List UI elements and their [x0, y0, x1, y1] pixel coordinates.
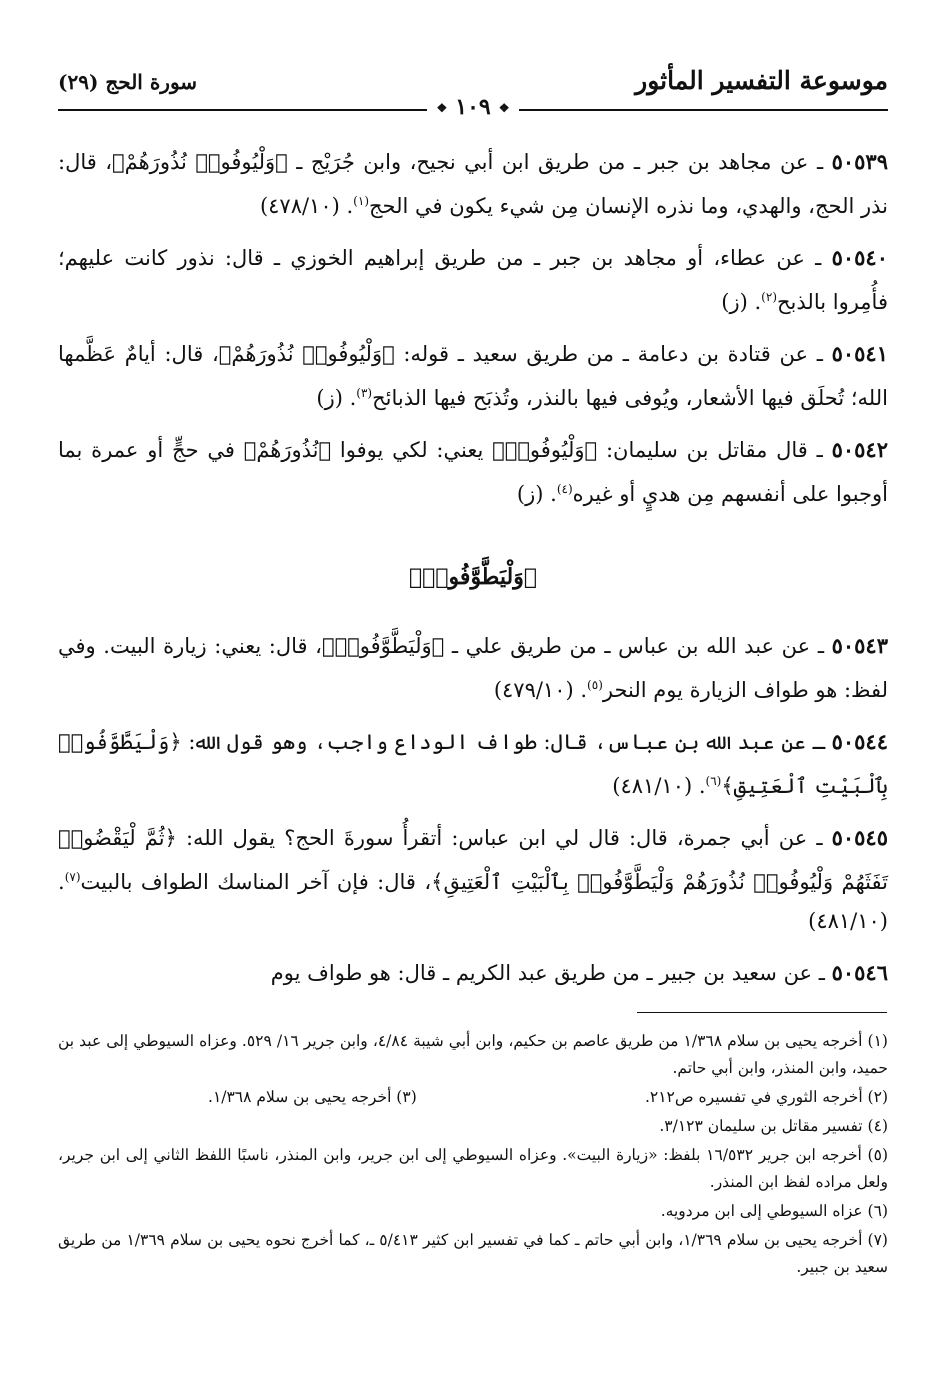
entry-text: ـ قال مقاتل بن سليمان: ﴿وَلْيُوفُوا۟﴾ يعني: لكي يوفوا ﴿نُذُورَهُمْ﴾ في حجٍّ أو عمرة بما أوجبوا على أنفسهم مِن هديٍ أو غيره	[58, 438, 888, 506]
footnote-ref[interactable]: (٤)	[556, 482, 573, 496]
footnote-ref[interactable]: (٢)	[761, 290, 777, 304]
entry-number: ٥٠٥٤٥	[831, 825, 888, 850]
entry-ref: . (٤٨١/١٠)	[58, 870, 888, 933]
footnote-3: (٣) أخرجه يحيى بن سلام ١/٣٦٨.	[208, 1088, 417, 1106]
entry-text: ـ عن قتادة بن دعامة ـ من طريق سعيد ـ قوله: ﴿وَلْيُوفُوا۟ نُذُورَهُمْ﴾، قال: أيامٌ عَظَّمها الله؛ تُحلَق فيها الأشعار، ويُوفى فيها بالنذر، وتُذبَح فيها الذبائح	[58, 342, 888, 410]
book-title: موسوعة التفسير المأثور	[635, 66, 888, 95]
entry-number: ٥٠٥٤٢	[831, 437, 888, 462]
entry-50544	[58, 722, 888, 806]
footnote-2: (٢) أخرجه الثوري في تفسيره ص٢١٢.	[644, 1088, 888, 1106]
footnote-ref[interactable]: (٦)	[705, 774, 722, 788]
footnote-ref[interactable]: (٣)	[356, 386, 373, 400]
entry-number: ٥٠٥٤٦	[831, 960, 888, 985]
entry-ref: . (ز)	[316, 386, 357, 410]
entry-ref: . (٤٧٨/١٠)	[259, 194, 354, 218]
entry-number: ٥٠٥٣٩	[831, 149, 888, 174]
entry-50541	[58, 334, 888, 418]
entry-text: ـ عن عطاء، أو مجاهد بن جبر ـ من طريق إبراهيم الخوزي ـ قال: نذور كانت عليهم؛ فأُمِروا بالذبح	[58, 246, 888, 314]
page-header	[58, 62, 888, 120]
surah-label: سورة الحج (٢٩)	[58, 70, 198, 94]
entry-50539	[58, 142, 888, 226]
footnote-ref[interactable]: (١)	[353, 194, 369, 208]
footnote-row-2-3	[58, 1084, 888, 1111]
entry-ref: . (ز)	[721, 290, 762, 314]
footnote-6: (٦) عزاه السيوطي إلى ابن مردويه.	[660, 1202, 888, 1220]
page-number: ❖ ١٠٩ ❖	[427, 94, 520, 120]
section-heading: ﴿وَلْيَطَّوَّفُوا۟﴾	[408, 564, 538, 590]
entry-number: ٥٠٥٤٤	[831, 729, 888, 754]
entry-text: ـ عن مجاهد بن جبر ـ من طريق ابن أبي نجيح، وابن جُرَيْج ـ ﴿وَلْيُوفُوا۟ نُذُورَهُمْ﴾، قال: نذر الحج، والهدي، وما نذره الإنسان مِن شيء يكون في الحج	[58, 150, 888, 218]
main-text	[58, 142, 888, 1005]
entry-ref: . (ز)	[516, 482, 557, 506]
entry-50545	[58, 818, 888, 941]
footnote-ref[interactable]: (٧)	[64, 870, 81, 884]
entry-text: ـ عن عبد الله بن عباس ـ من طريق علي ـ ﴿وَلْيَطَّوَّفُوا۟﴾، قال: يعني: زيارة البيت. وفي لفظ: هو طواف الزيارة يوم النحر	[58, 634, 888, 702]
entry-number: ٥٠٥٤٣	[831, 633, 888, 658]
entry-ref: . (٤٨١/١٠)	[612, 774, 706, 798]
footnote-4: (٤) تفسير مقاتل بن سليمان ٣/١٢٣.	[659, 1117, 888, 1135]
footnote-7: (٧) أخرجه يحيى بن سلام ١/٣٦٩، وابن أبي حاتم ـ كما في تفسير ابن كثير ٥/٤١٣ ـ، كما أخرج نحوه يحيى بن سلام ١/٣٦٩ من طريق سعيد بن جبير.	[58, 1231, 888, 1276]
footnote-ref[interactable]: (٥)	[587, 678, 603, 692]
entry-text: ـ عن سعيد بن جبير ـ من طريق عبد الكريم ـ قال: هو طواف يوم	[270, 961, 832, 985]
entry-text: ـ عن أبي جمرة، قال: قال لي ابن عباس: أتقرأُ سورةَ الحج؟ يقول الله: ﴿ثُمَّ لْيَقْضُوا۟ تَفَثَهُمْ وَلْيُوفُوا۟ نُذُورَهُمْ وَلْيَطَّوَّفُوا۟ بِٱلْبَيْتِ ٱلْعَتِيقِ﴾، قال: فإن آخر المناسك الطواف بالبيت	[58, 826, 888, 894]
entry-50542	[58, 430, 888, 514]
footnotes	[58, 1026, 888, 1283]
entry-number: ٥٠٥٤١	[831, 341, 888, 366]
entry-50540	[58, 238, 888, 322]
entry-50543	[58, 626, 888, 710]
footnote-1: (١) أخرجه يحيى بن سلام ١/٣٦٨ من طريق عاصم بن حكيم، وابن أبي شيبة ٤/٨٤، وابن جرير ١٦/ ٥٢٩. وعزاه السيوطي إلى عبد بن حميد، وابن المنذر، وابن أبي حاتم.	[58, 1032, 888, 1077]
entry-number: ٥٠٥٤٠	[831, 245, 888, 270]
entry-50546	[58, 953, 888, 993]
footnote-5: (٥) أخرجه ابن جرير ١٦/٥٣٢ بلفظ: «زيارة البيت». وعزاه السيوطي إلى ابن جرير، وابن المنذر، ناسبًا اللفظ الثاني إلى ابن جرير، ولعل مراده لفظ ابن المنذر.	[58, 1146, 888, 1191]
footnote-separator	[637, 1012, 887, 1013]
entry-ref: . (٤٧٩/١٠)	[493, 678, 588, 702]
page-number-wrap	[58, 94, 888, 120]
entry-text: ـ عن عبد الله بن عباس، قال: طواف الوداع واجب، وهو قول الله: ﴿وَلْيَطَّوَّفُوا۟ بِٱلْبَيْتِ ٱلْعَتِيقِ﴾	[58, 730, 888, 798]
